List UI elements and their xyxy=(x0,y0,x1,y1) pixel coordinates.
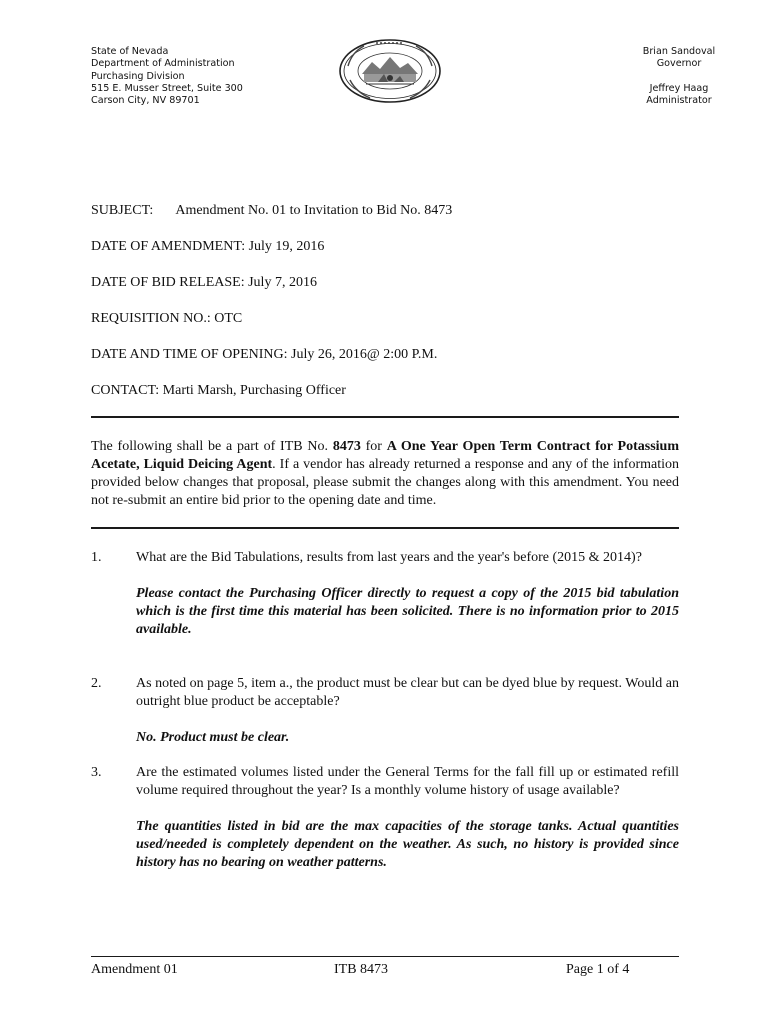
answer-text: No. Product must be clear. xyxy=(136,730,290,745)
agency-line: State of Nevada xyxy=(91,46,169,57)
question-item xyxy=(91,675,679,747)
governor-title: Governor xyxy=(656,58,702,70)
footer-amendment: Amendment 01 xyxy=(91,962,178,977)
administrator-name: Jeffrey Haag xyxy=(649,82,709,94)
intro-text: The following shall be a part of ITB No. xyxy=(91,439,333,454)
subject-value: Amendment No. 01 to Invitation to Bid No. 8473 xyxy=(175,203,453,218)
contact-line: CONTACT: Marti Marsh, Purchasing Officer xyxy=(91,383,346,398)
subject-label: SUBJECT: xyxy=(91,203,154,218)
question-number: 3. xyxy=(91,765,102,780)
date-of-bid-release: DATE OF BID RELEASE: July 7, 2016 xyxy=(91,275,317,290)
state-seal-icon xyxy=(338,38,442,104)
answer-text: Please contact the Purchasing Officer directly to request a copy of the 2015 bid tabulation which is the first time this material has been solicited. There is no information prior to 2015 available. xyxy=(136,586,679,637)
agency-line: Department of Administration xyxy=(91,58,235,70)
footer-rule xyxy=(91,956,679,957)
question-text: Are the estimated volumes listed under the General Terms for the fall fill up or estimated refill volume required throughout the year? Is a monthly volume history of usage available? xyxy=(136,765,679,798)
footer-itb: ITB 8473 xyxy=(334,962,389,977)
divider xyxy=(91,527,679,529)
question-item xyxy=(91,764,679,872)
question-item xyxy=(91,549,679,639)
itb-number: 8473 xyxy=(332,439,361,454)
date-of-amendment: DATE OF AMENDMENT: July 19, 2016 xyxy=(91,239,325,254)
subject-line xyxy=(91,202,452,220)
intro-text: for xyxy=(360,439,387,454)
intro-text: . If a vendor has already returned a response and any of the information provided below changes that proposal, please submit the changes along with this amendment. You need not re-submit an entire bid prior to the opening date and time. xyxy=(91,457,680,508)
officials-block xyxy=(600,46,758,107)
agency-line: Carson City, NV 89701 xyxy=(91,95,200,107)
agency-line: 515 E. Musser Street, Suite 300 xyxy=(91,82,243,94)
question-number: 1. xyxy=(91,550,102,565)
question-text: What are the Bid Tabulations, results from last years and the year's before (2015 & 2014)? xyxy=(136,550,642,565)
governor-name: Brian Sandoval xyxy=(642,46,716,57)
footer-page-number: Page 1 of 4 xyxy=(566,962,630,977)
intro-paragraph xyxy=(91,438,679,510)
administrator-title: Administrator xyxy=(646,94,712,106)
agency-address-block xyxy=(91,46,243,107)
divider xyxy=(91,416,679,418)
answer-text: The quantities listed in bid are the max capacities of the storage tanks. Actual quantities used/needed is completely dependent on the weather. As such, no history is provided since history has no bearing on weather patterns. xyxy=(136,819,679,870)
contract-title: A One Year Open Term Contract for Potassium Acetate, Liquid Deicing Agent xyxy=(91,439,680,472)
opening-date-time: DATE AND TIME OF OPENING: July 26, 2016@ 2:00 P.M. xyxy=(91,347,438,362)
agency-line: Purchasing Division xyxy=(91,70,185,82)
question-text: As noted on page 5, item a., the product must be clear but can be dyed blue by request. Would an outright blue product be acceptable? xyxy=(136,676,679,709)
requisition-number: REQUISITION NO.: OTC xyxy=(91,311,243,326)
question-number: 2. xyxy=(91,676,102,691)
amendment-info xyxy=(91,202,452,400)
